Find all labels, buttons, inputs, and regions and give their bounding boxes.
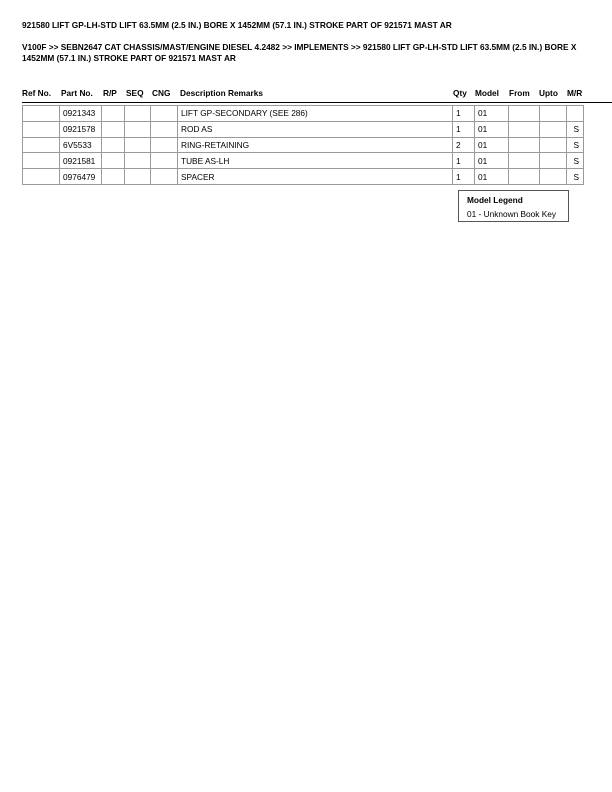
cell-seq xyxy=(125,153,151,169)
header-description: Description Remarks xyxy=(180,88,264,98)
cell-qty: 1 xyxy=(453,106,475,122)
cell-model: 01 xyxy=(475,137,509,153)
cell-description: SPACER xyxy=(178,169,453,185)
cell-rp xyxy=(102,153,125,169)
cell-seq xyxy=(125,106,151,122)
cell-description: TUBE AS-LH xyxy=(178,153,453,169)
parts-table xyxy=(22,105,584,185)
cell-model: 01 xyxy=(475,121,509,137)
table-row xyxy=(23,121,584,137)
cell-upto xyxy=(540,137,567,153)
cell-mr: S xyxy=(567,121,584,137)
cell-ref-no xyxy=(23,137,60,153)
header-from: From xyxy=(509,88,530,98)
header-rp: R/P xyxy=(103,88,117,98)
header-ref-no: Ref No. xyxy=(22,88,52,98)
cell-cng xyxy=(151,106,178,122)
model-legend xyxy=(458,190,569,222)
cell-ref-no xyxy=(23,121,60,137)
breadcrumb: V100F >> SEBN2647 CAT CHASSIS/MAST/ENGINE DIESEL 4.2482 >> IMPLEMENTS >> 921580 LIFT GP-LH-STD LIFT 63.5MM (2.5 IN.) BORE X 1452MM (57.1 IN.) STROKE PART OF 921571 MAST AR xyxy=(22,42,577,63)
page-title: 921580 LIFT GP-LH-STD LIFT 63.5MM (2.5 IN.) BORE X 1452MM (57.1 IN.) STROKE PART OF 921571 MAST AR xyxy=(22,20,452,30)
cell-ref-no xyxy=(23,153,60,169)
cell-qty: 2 xyxy=(453,137,475,153)
cell-mr: S xyxy=(567,137,584,153)
header-model: Model xyxy=(475,88,499,98)
legend-title: Model Legend xyxy=(467,195,523,205)
cell-from xyxy=(509,153,540,169)
cell-ref-no xyxy=(23,106,60,122)
table-header xyxy=(0,88,612,100)
header-divider xyxy=(22,102,612,103)
cell-upto xyxy=(540,106,567,122)
header-upto: Upto xyxy=(539,88,558,98)
cell-from xyxy=(509,137,540,153)
cell-part-no: 0921581 xyxy=(60,153,102,169)
table-row xyxy=(23,106,584,122)
cell-model: 01 xyxy=(475,106,509,122)
cell-seq xyxy=(125,121,151,137)
cell-from xyxy=(509,121,540,137)
header-seq: SEQ xyxy=(126,88,144,98)
cell-upto xyxy=(540,153,567,169)
cell-cng xyxy=(151,169,178,185)
cell-from xyxy=(509,169,540,185)
cell-ref-no xyxy=(23,169,60,185)
legend-item: 01 - Unknown Book Key xyxy=(467,209,557,219)
cell-cng xyxy=(151,137,178,153)
cell-cng xyxy=(151,153,178,169)
cell-description: LIFT GP-SECONDARY (SEE 286) xyxy=(178,106,453,122)
table-row xyxy=(23,169,584,185)
cell-model: 01 xyxy=(475,153,509,169)
header-mr: M/R xyxy=(567,88,583,98)
cell-qty: 1 xyxy=(453,169,475,185)
cell-seq xyxy=(125,137,151,153)
cell-upto xyxy=(540,121,567,137)
table-row xyxy=(23,153,584,169)
cell-rp xyxy=(102,106,125,122)
header-part-no: Part No. xyxy=(61,88,93,98)
table-row xyxy=(23,137,584,153)
cell-qty: 1 xyxy=(453,153,475,169)
cell-part-no: 6V5533 xyxy=(60,137,102,153)
cell-part-no: 0976479 xyxy=(60,169,102,185)
cell-description: RING-RETAINING xyxy=(178,137,453,153)
cell-qty: 1 xyxy=(453,121,475,137)
cell-part-no: 0921578 xyxy=(60,121,102,137)
cell-rp xyxy=(102,169,125,185)
header-qty: Qty xyxy=(453,88,467,98)
cell-mr: S xyxy=(567,153,584,169)
cell-mr xyxy=(567,106,584,122)
cell-from xyxy=(509,106,540,122)
cell-rp xyxy=(102,137,125,153)
cell-rp xyxy=(102,121,125,137)
cell-description: ROD AS xyxy=(178,121,453,137)
cell-seq xyxy=(125,169,151,185)
cell-upto xyxy=(540,169,567,185)
header-cng: CNG xyxy=(152,88,171,98)
cell-mr: S xyxy=(567,169,584,185)
cell-cng xyxy=(151,121,178,137)
cell-model: 01 xyxy=(475,169,509,185)
cell-part-no: 0921343 xyxy=(60,106,102,122)
